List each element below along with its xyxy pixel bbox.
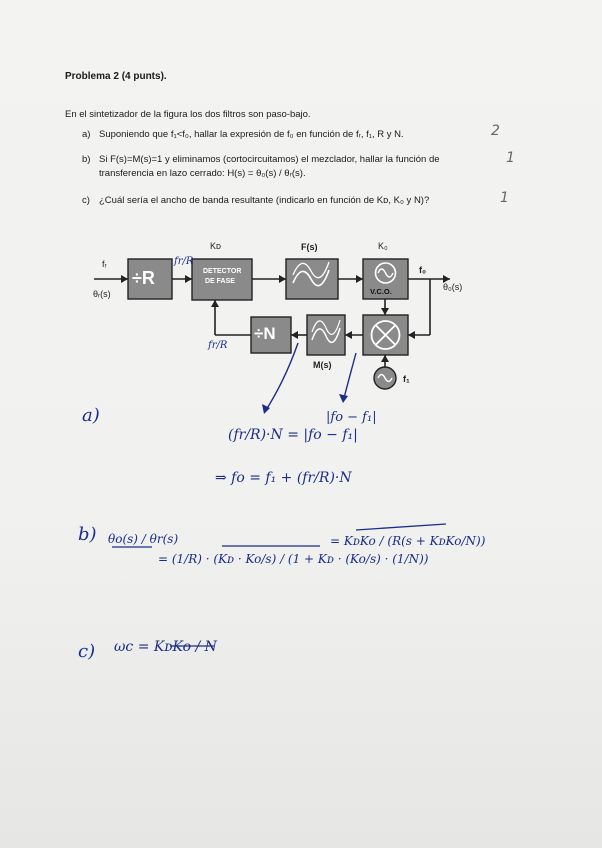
vco-label: V.C.O.: [370, 287, 392, 296]
fs-label: F(s): [301, 242, 318, 252]
detector-label-2: DE FASE: [205, 278, 235, 285]
hw-answer-a-line1: (fr/R)·N = |fo − f₁|: [228, 427, 358, 443]
question-a-text: Suponiendo que f₁<f₀, hallar la expresión de f₀ en función de fᵣ, f₁, R y N.: [99, 129, 404, 140]
ms-label: M(s): [313, 360, 332, 370]
hw-answer-b-lhs: θo(s) / θr(s): [108, 532, 179, 546]
divide-r-label: ÷R: [132, 268, 155, 288]
hw-answer-b-eq2: = KᴅKo / (R(s + KᴅKo/N)): [330, 534, 486, 548]
question-c-letter: c): [82, 195, 90, 206]
fr-label: fᵣ: [102, 259, 107, 269]
hw-answer-b-eq1: = (1/R) · (Kᴅ · Ko/s) / (1 + Kᴅ · (Ko/s) · (1/N)): [158, 552, 429, 566]
question-a-letter: a): [82, 129, 91, 140]
question-b-score: 1: [506, 150, 515, 166]
f0-label: f₀: [419, 265, 427, 275]
problem-title: Problema 2 (4 punts).: [65, 71, 167, 82]
hw-answer-a-note: |fo − f₁|: [326, 410, 377, 425]
hw-answer-a-line2: ⇒ fo = f₁ + (fr/R)·N: [215, 470, 352, 486]
hw-fr-over-r-bottom: fr/R: [208, 340, 228, 351]
hw-fr-over-r-top: fr/R: [174, 256, 194, 267]
ko-label: K₀: [378, 241, 388, 251]
question-c-score: 1: [500, 190, 509, 206]
kd-label: Kᴅ: [210, 241, 221, 251]
detector-label-1: DETECTOR: [203, 268, 242, 275]
divide-n-label: ÷N: [254, 324, 276, 343]
hw-answer-b-label: b): [78, 524, 97, 545]
hw-answer-c-label: c): [78, 641, 96, 662]
question-c-text: ¿Cuál sería el ancho de banda resultante (indicarlo en función de Kᴅ, K₀ y N)?: [99, 195, 430, 206]
question-b-text-1: Si F(s)=M(s)=1 y eliminamos (cortocircuitamos) el mezclador, hallar la función de: [99, 154, 440, 165]
question-b-text-2: transferencia en lazo cerrado: H(s) = θ₀(s) / θᵣ(s).: [99, 168, 306, 179]
problem-intro: En el sintetizador de la figura los dos filtros son paso-bajo.: [65, 109, 311, 120]
hw-answer-c-eq: ωc = KᴅKo / N: [114, 639, 217, 655]
filter-f-block: [286, 259, 338, 299]
theta-o-label: θ₀(s): [443, 282, 463, 292]
question-b-letter: b): [82, 154, 91, 165]
theta-r-label: θᵣ(s): [93, 289, 111, 299]
f1-label: f₁: [403, 374, 410, 384]
question-a-score: 2: [491, 123, 500, 139]
hw-answer-a-label: a): [82, 405, 100, 426]
